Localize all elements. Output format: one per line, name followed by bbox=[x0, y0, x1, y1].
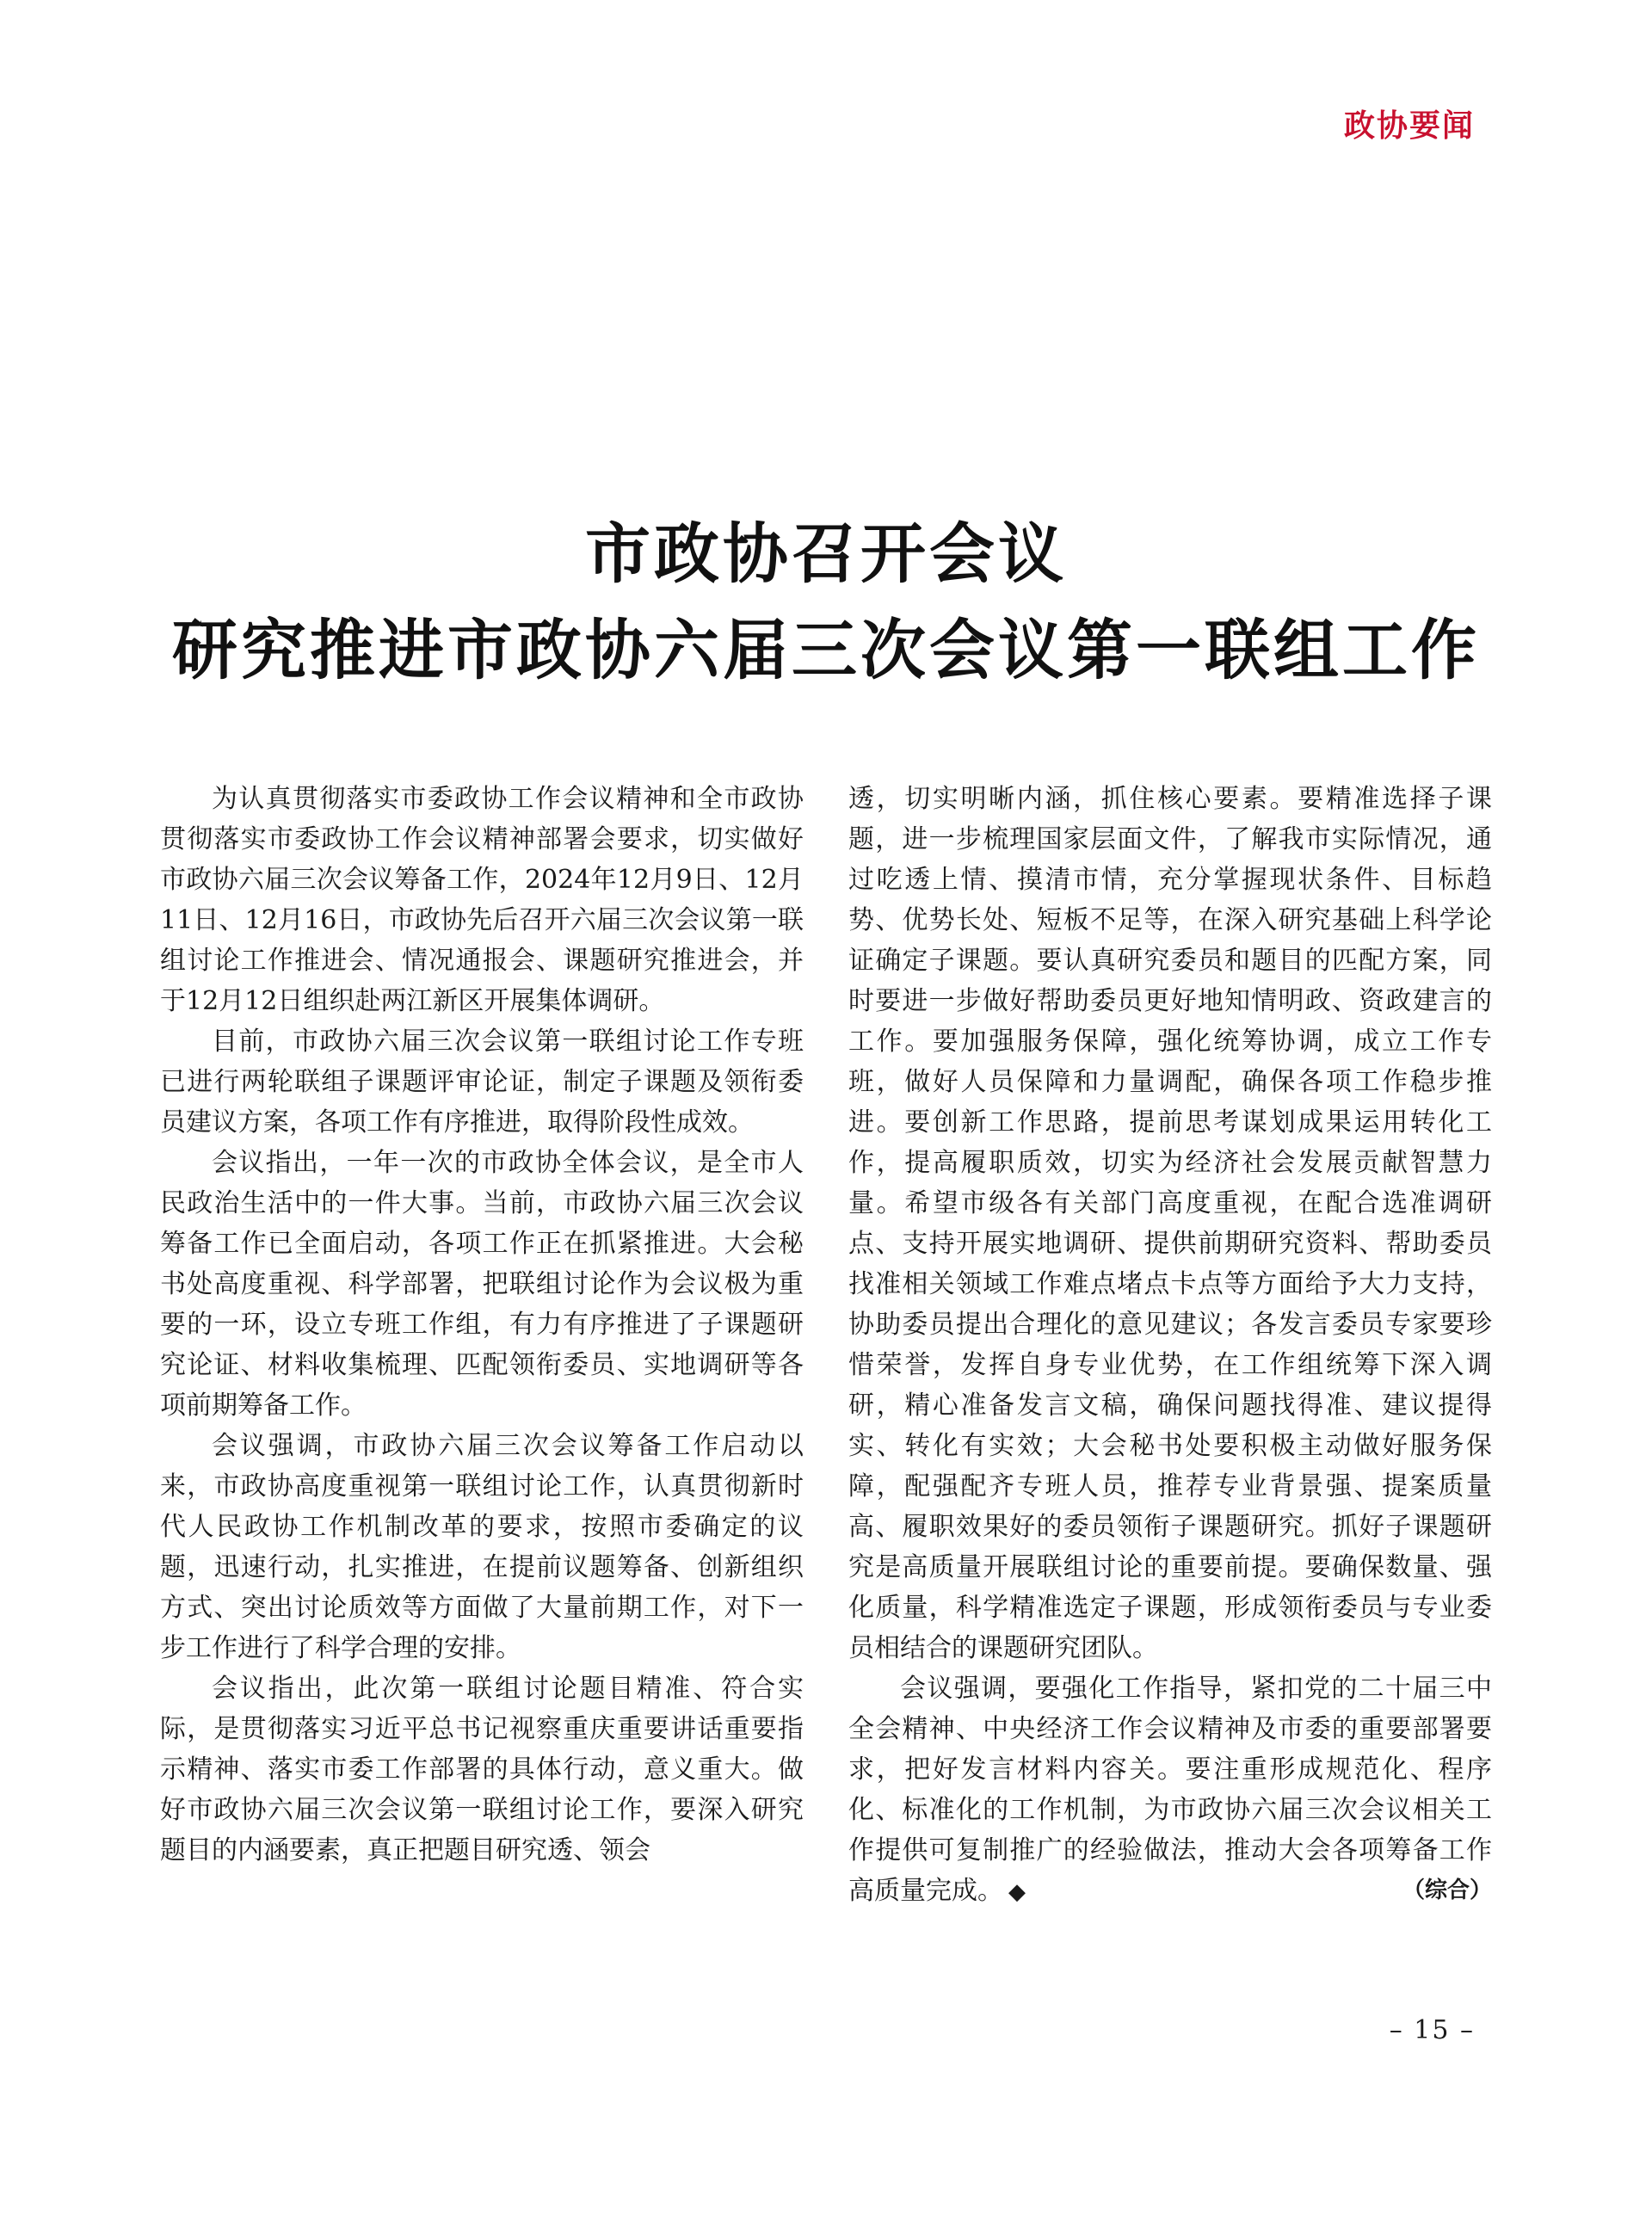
title-line-2: 研究推进市政协六届三次会议第一联组工作 bbox=[172, 612, 1480, 688]
article-column-left bbox=[160, 779, 804, 1871]
section-tag: 政协要闻 bbox=[1343, 108, 1475, 144]
article-source: （综合） bbox=[1402, 1878, 1492, 1903]
end-mark-icon: ◆ bbox=[1008, 1879, 1026, 1905]
article-paragraph: 会议指出，一年一次的市政协全体会议，是全市人民政治生活中的一件大事。当前，市政协六届三次会议筹备工作已全面启动，各项工作正在抓紧推进。大会秘书处高度重视、科学部署，把联组讨论作为会议极为重要的一环，设立专班工作组，有力有序推进了子课题研究论证、材料收集梳理、匹配领衔委员、实地调研等各项前期筹备工作。 bbox=[160, 1148, 804, 1421]
final-paragraph-text: 会议强调，要强化工作指导，紧扣党的二十届三中全会精神、中央经济工作会议精神及市委的重要部署要求，把好发言材料内容关。要注重形成规范化、程序化、标准化的工作机制，为市政协六届三次会议相关工作提供可复制推广的经验做法，推动大会各项筹备工作高质量完成。 bbox=[848, 1674, 1492, 1906]
article-final-paragraph bbox=[848, 1668, 1492, 1913]
article-paragraph: 会议指出，此次第一联组讨论题目精准、符合实际，是贯彻落实习近平总书记视察重庆重要讲话重要指示精神、落实市委工作部署的具体行动，意义重大。做好市政协六届三次会议第一联组讨论工作，要深入研究题目的内涵要素，真正把题目研究透、领会 bbox=[160, 1674, 804, 1865]
article-paragraph: 会议强调，市政协六届三次会议筹备工作启动以来，市政协高度重视第一联组讨论工作，认真贯彻新时代人民政协工作机制改革的要求，按照市委确定的议题，迅速行动，扎实推进，在提前议题筹备、创新组织方式、突出讨论质效等方面做了大量前期工作，对下一步工作进行了科学合理的安排。 bbox=[160, 1431, 804, 1663]
title-line-1: 市政协召开会议 bbox=[585, 515, 1067, 592]
article-paragraph-continued: 透，切实明晰内涵，抓住核心要素。要精准选择子课题，进一步梳理国家层面文件，了解我市实际情况，通过吃透上情、摸清市情，充分掌握现状条件、目标趋势、优势长处、短板不足等，在深入研究基础上科学论证确定子课题。要认真研究委员和题目的匹配方案，同时要进一步做好帮助委员更好地知情明政、资政建言的工作。要加强服务保障，强化统筹协调，成立工作专班，做好人员保障和力量调配，确保各项工作稳步推进。要创新工作思路，提前思考谋划成果运用转化工作，提高履职质效，切实为经济社会发展贡献智慧力量。希望市级各有关部门高度重视，在配合选准调研点、支持开展实地调研、提供前期研究资料、帮助委员找准相关领域工作难点堵点卡点等方面给予大力支持，协助委员提出合理化的意见建议；各发言委员专家要珍惜荣誉，发挥自身专业优势，在工作组统筹下深入调研，精心准备发言文稿，确保问题找得准、建议提得实、转化有实效；大会秘书处要积极主动做好服务保障，配强配齐专班人员，推荐专业背景强、提案质量高、履职效果好的委员领衔子课题研究。抓好子课题研究是高质量开展联组讨论的重要前提。要确保数量、强化质量，科学精准选定子课题，形成领衔委员与专业委员相结合的课题研究团队。 bbox=[848, 784, 1492, 1663]
article-title bbox=[0, 506, 1652, 699]
page-number: – 15 – bbox=[1389, 2015, 1475, 2045]
article-paragraph: 目前，市政协六届三次会议第一联组讨论工作专班已进行两轮联组子课题评审论证，制定子课题及领衔委员建议方案，各项工作有序推进，取得阶段性成效。 bbox=[160, 1027, 804, 1138]
article-paragraph: 为认真贯彻落实市委政协工作会议精神和全市政协贯彻落实市委政协工作会议精神部署会要求，切实做好市政协六届三次会议筹备工作，2024年12月9日、12月11日、12月16日，市政协先后召开六届三次会议第一联组讨论工作推进会、情况通报会、课题研究推进会，并于12月12日组织赴两江新区开展集体调研。 bbox=[160, 784, 804, 1016]
article-column-right bbox=[848, 779, 1492, 1913]
